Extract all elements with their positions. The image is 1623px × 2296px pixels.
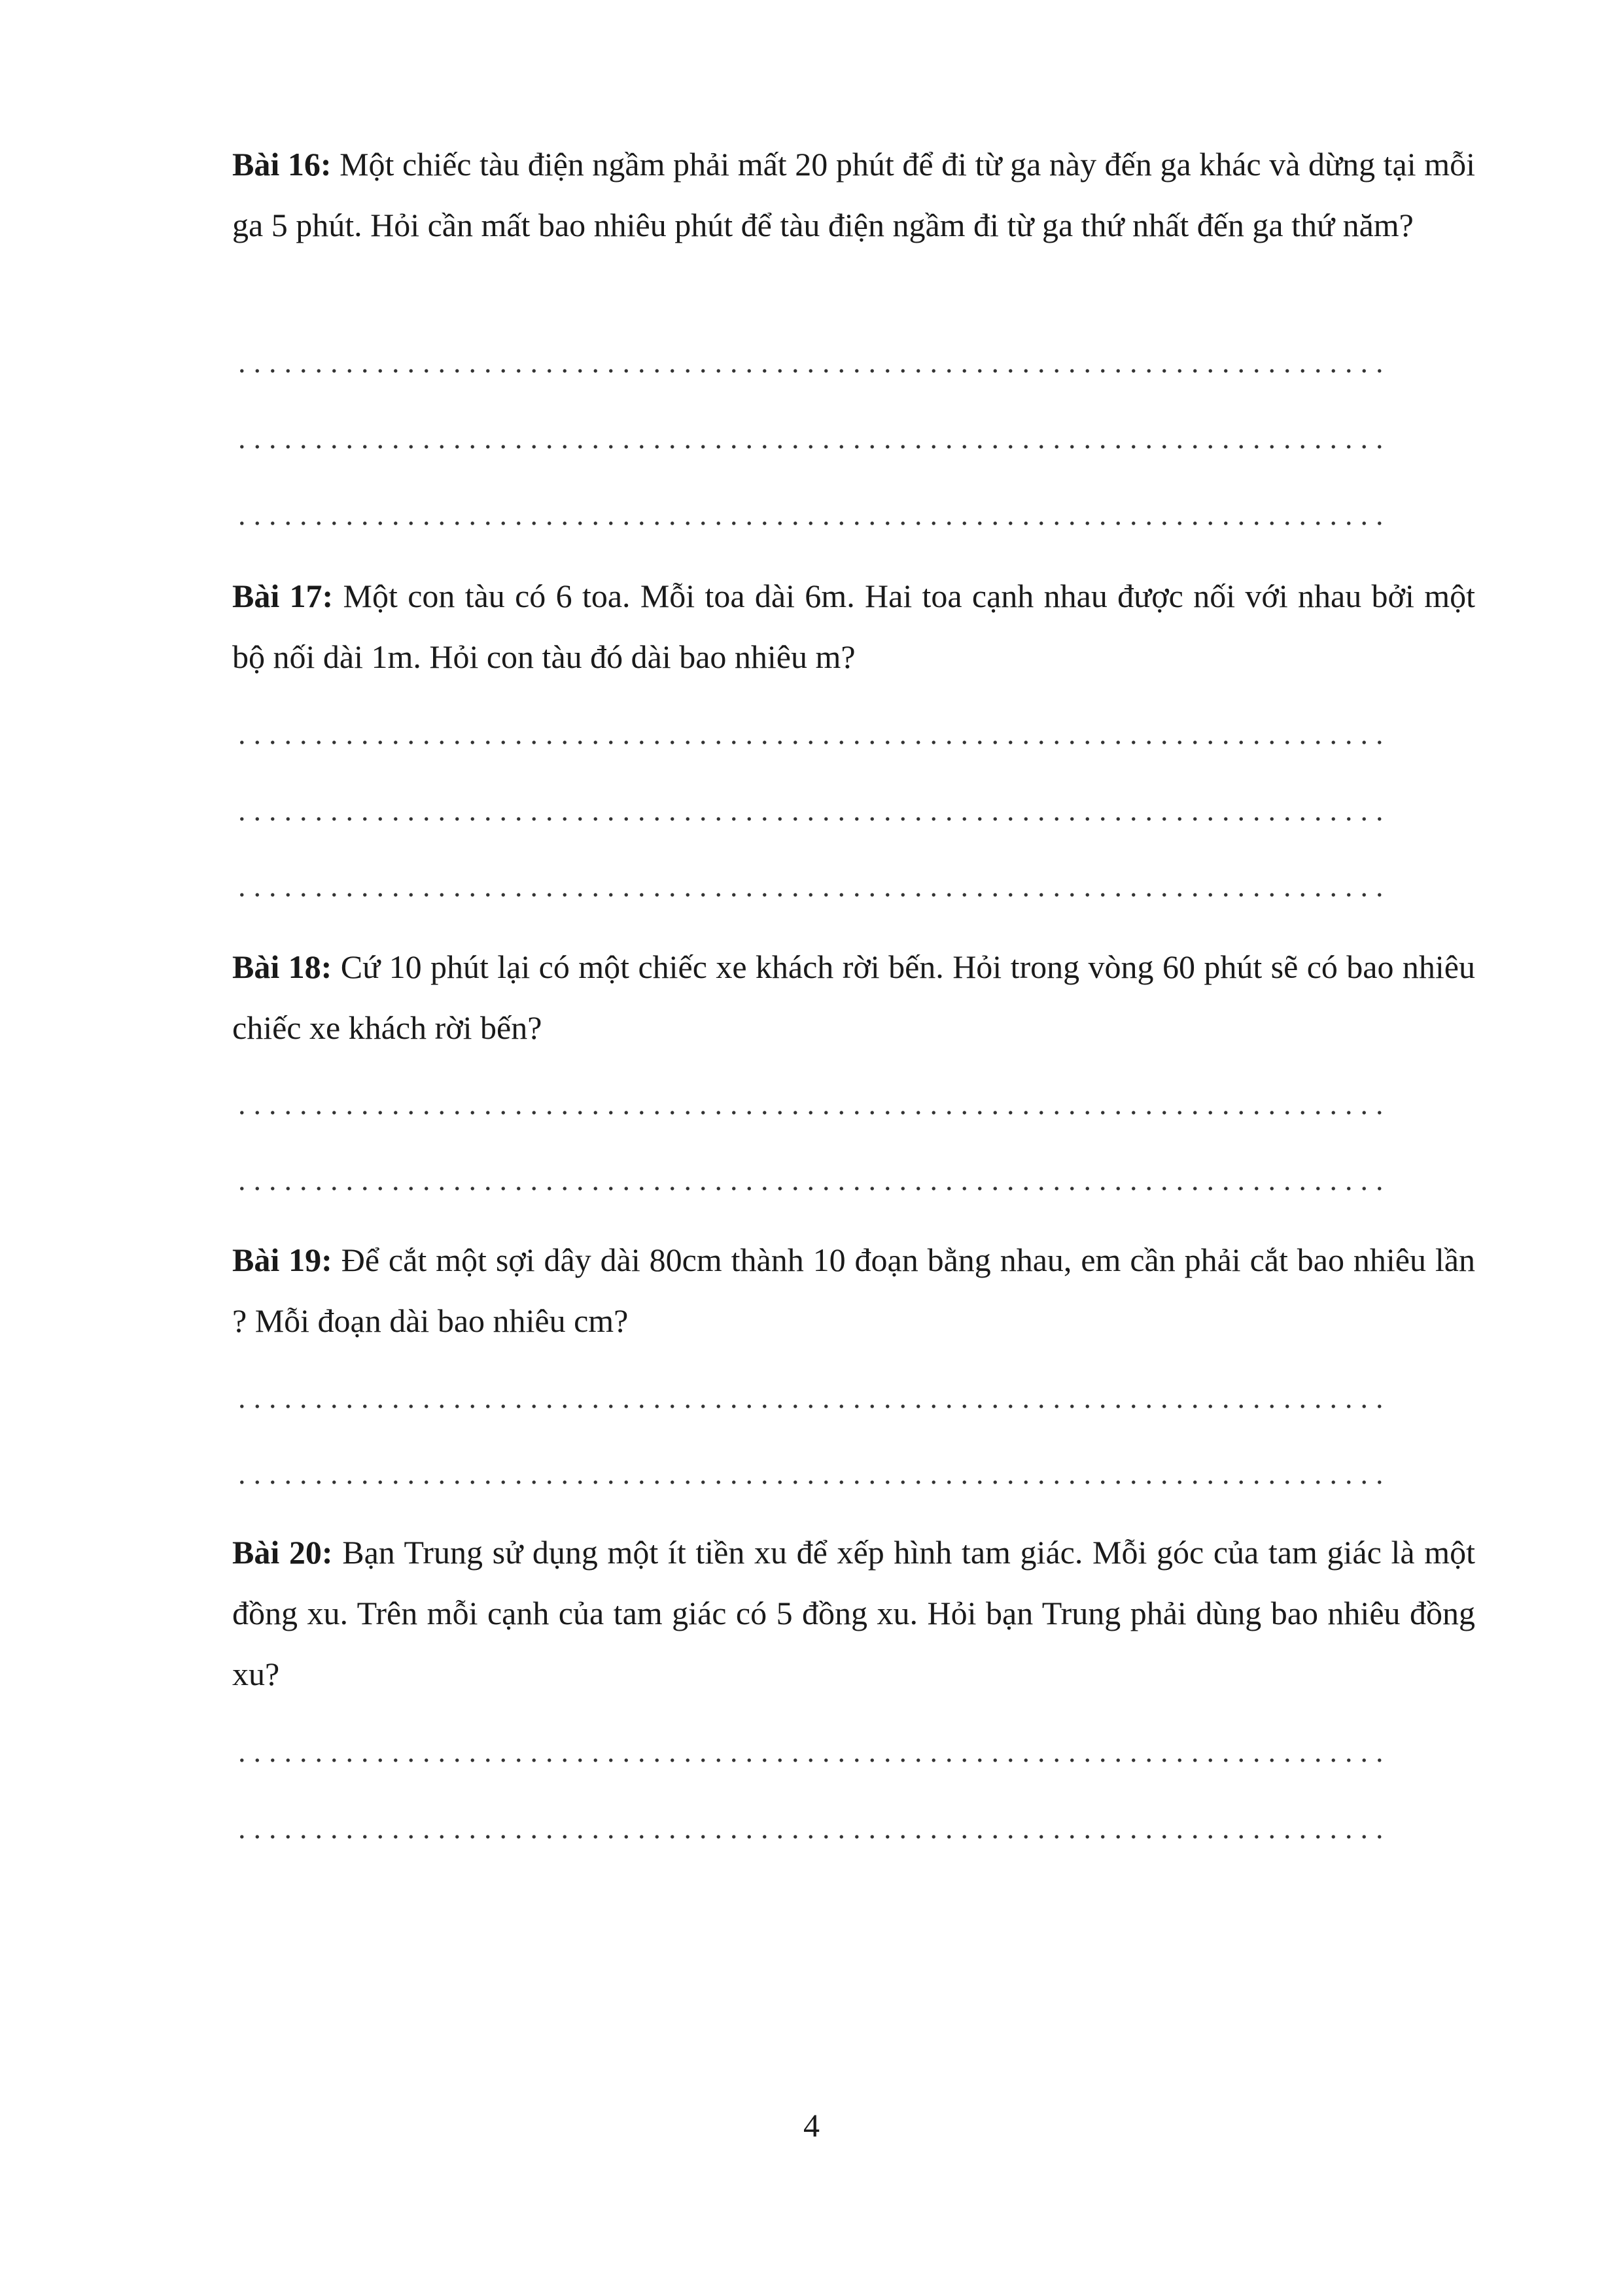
answer-line[interactable] [234, 1111, 1387, 1115]
answer-line[interactable] [234, 1480, 1387, 1484]
problem-18-text [232, 937, 1475, 1058]
problem-18-label: Bài 18: [232, 948, 332, 985]
problem-16-label: Bài 16: [232, 146, 332, 183]
answer-line[interactable] [234, 1758, 1387, 1762]
problem-16-body: Một chiếc tàu điện ngầm phải mất 20 phút để đi từ ga này đến ga khác và dừng tại mỗi ga 5 phút. Hỏi cần mất bao nhiêu phút để tàu điện ngầm đi từ ga thứ nhất đến ga thứ năm? [232, 146, 1475, 243]
problem-20-text [232, 1522, 1475, 1705]
problem-16-text [232, 134, 1475, 256]
answer-line[interactable] [234, 1835, 1387, 1839]
problem-17 [232, 566, 1475, 687]
problem-17-body: Một con tàu có 6 toa. Mỗi toa dài 6m. Hai toa cạnh nhau được nối với nhau bởi một bộ nối dài 1m. Hỏi con tàu đó dài bao nhiêu m? [232, 578, 1475, 675]
answer-line[interactable] [234, 893, 1387, 897]
answer-line[interactable] [234, 445, 1387, 449]
problem-20-label: Bài 20: [232, 1534, 333, 1571]
answer-line[interactable] [234, 740, 1387, 744]
answer-line[interactable] [234, 1404, 1387, 1408]
problem-19 [232, 1230, 1475, 1351]
problem-19-label: Bài 19: [232, 1242, 332, 1278]
answer-line[interactable] [234, 817, 1387, 821]
answer-line[interactable] [234, 1187, 1387, 1191]
page-number: 4 [803, 2107, 820, 2144]
problem-18 [232, 937, 1475, 1058]
problem-16 [232, 134, 1475, 256]
answer-line[interactable] [234, 369, 1387, 373]
problem-20-body: Bạn Trung sử dụng một ít tiền xu để xếp hình tam giác. Mỗi góc của tam giác là một đồng xu. Trên mỗi cạnh của tam giác có 5 đồng xu. Hỏi bạn Trung phải dùng bao nhiêu đồng xu? [232, 1534, 1475, 1692]
answer-line[interactable] [234, 521, 1387, 525]
problem-19-text [232, 1230, 1475, 1351]
problem-17-text [232, 566, 1475, 687]
problem-20 [232, 1522, 1475, 1705]
problem-18-body: Cứ 10 phút lại có một chiếc xe khách rời bến. Hỏi trong vòng 60 phút sẽ có bao nhiêu chiếc xe khách rời bến? [232, 948, 1475, 1046]
problem-17-label: Bài 17: [232, 578, 334, 614]
problem-19-body: Để cắt một sợi dây dài 80cm thành 10 đoạn bằng nhau, em cần phải cắt bao nhiêu lần ? Mỗi đoạn dài bao nhiêu cm? [232, 1242, 1475, 1339]
